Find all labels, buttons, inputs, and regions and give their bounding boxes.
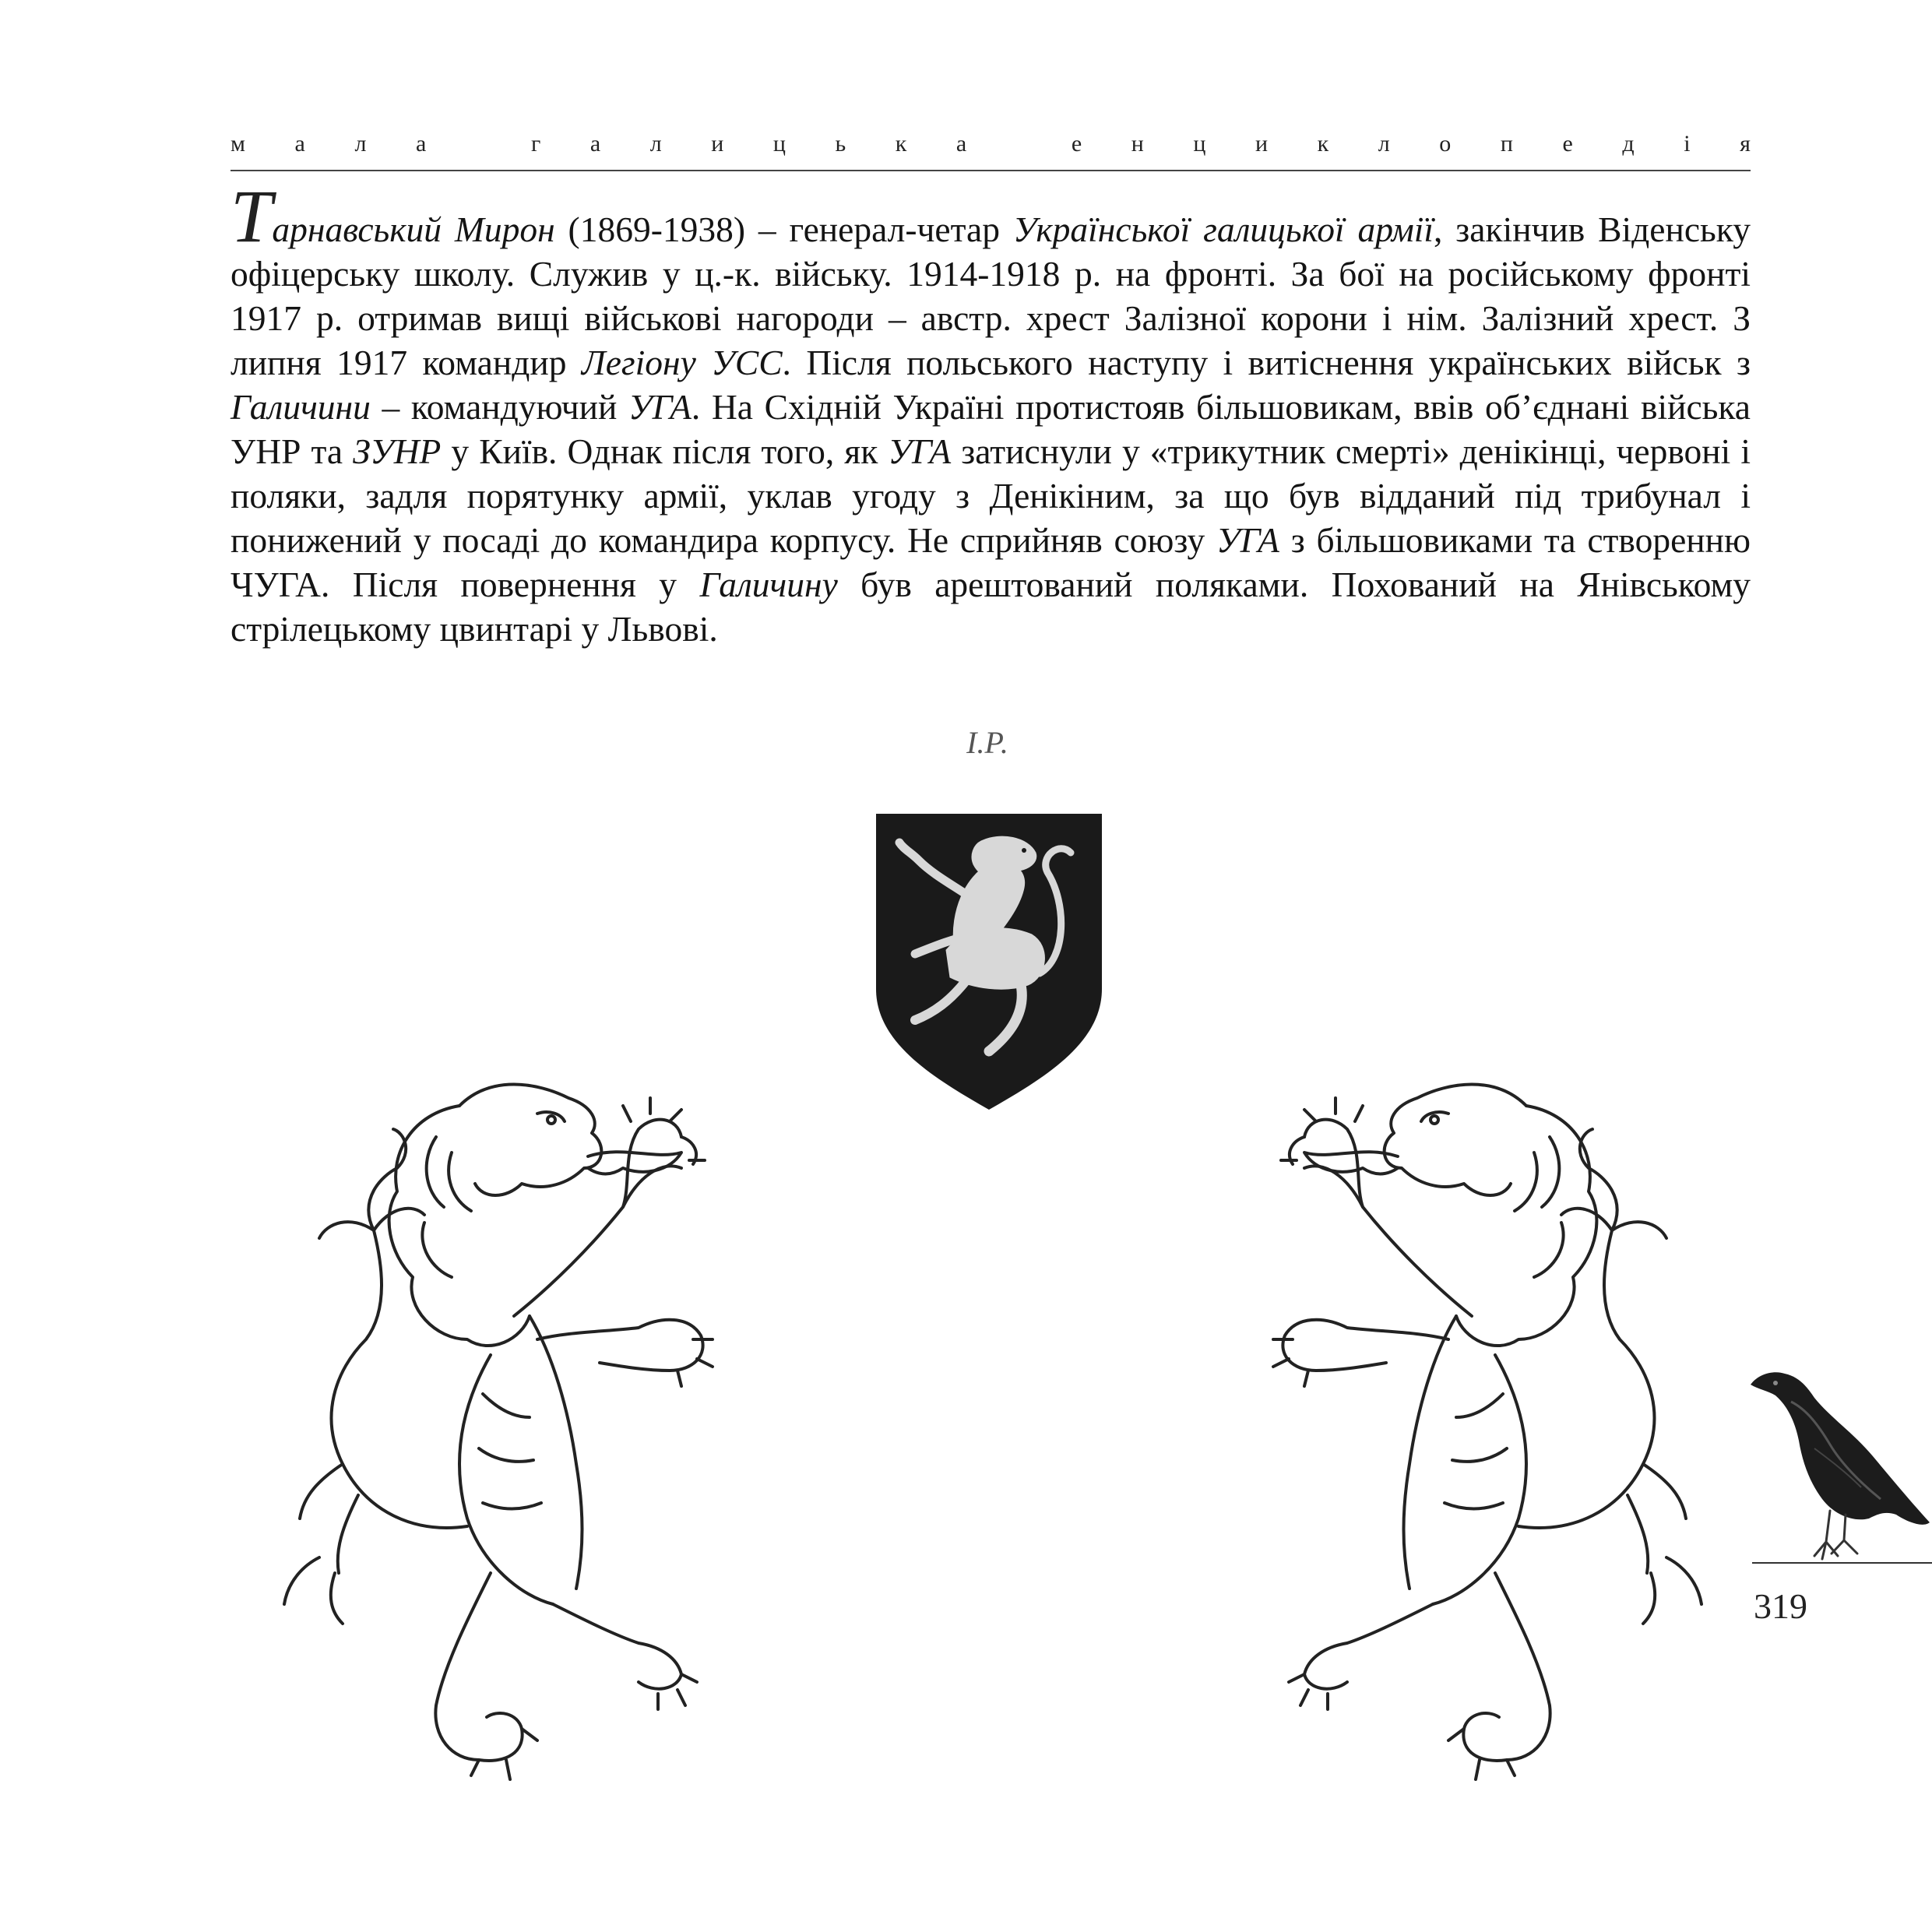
crow-icon	[1744, 1355, 1932, 1565]
article-link: Галичину	[699, 565, 838, 604]
article-link: УГА	[628, 387, 692, 427]
running-header-letter: о	[1439, 131, 1452, 157]
running-header-letter	[476, 131, 482, 157]
running-header-letter: и	[1255, 131, 1269, 157]
article-text	[231, 174, 1751, 651]
page-number: 319	[1754, 1586, 1807, 1626]
article-link: ЗУНР	[353, 431, 442, 471]
running-header-letter: е	[1071, 131, 1082, 157]
drop-cap: Т	[231, 174, 273, 258]
running-header-letter: м	[231, 131, 245, 157]
article-segment: , закінчив Віденську офіцерську школу. Служив у ц.-к. війську. 1914-1918 р. на фронті. За бої на російському фронті 1917 р. отримав вищі військові нагороди – австр. хрест Залізної корони і нім. Залізний хрест. З липня 1917 командир	[231, 209, 1751, 382]
article-link: Української галицької армії	[1012, 209, 1434, 249]
running-header-letter: к	[1317, 131, 1329, 157]
article-segment: затиснули у «трикутник смерті» денікінці, червоні і поляки, задля порятунку армії, уклав угоду з Денікіним, за що був відданий під трибунал і понижений у посаді до командира корпусу. Не сприйняв союзу	[231, 431, 1751, 560]
article-segment: (1869-1938) – генерал-четар	[554, 209, 1013, 249]
header-rule	[231, 170, 1751, 171]
article-segment: був арештований поляками. Похований на Янівському стрілецькому цвинтарі у Львові.	[231, 565, 1751, 649]
running-header-letter: д	[1622, 131, 1635, 157]
running-header-letter: а	[955, 131, 967, 157]
running-header-letter: л	[1378, 131, 1390, 157]
running-header	[231, 131, 1751, 157]
corner-rule	[1752, 1562, 1932, 1564]
article-segment: . На Східній Україні протистояв більшовикам, ввів об’єднані війська УНР та	[231, 387, 1751, 471]
running-header-letter: и	[711, 131, 724, 157]
running-header-letter: ц	[772, 131, 786, 157]
rampant-lion-right-icon	[1106, 1059, 1729, 1807]
running-header-letter	[1016, 131, 1022, 157]
running-header-letter: п	[1500, 131, 1513, 157]
article-link: УГА	[1216, 520, 1279, 560]
running-header-letter: а	[589, 131, 601, 157]
running-header-letter: а	[294, 131, 305, 157]
running-header-letter: ь	[835, 131, 846, 157]
article-link: Легіону УСС	[581, 343, 783, 382]
running-header-letter: е	[1562, 131, 1573, 157]
article-link: Галичини	[231, 387, 371, 427]
article-segment: – командуючий	[370, 387, 629, 427]
article-segment: з більшовиками та створенню ЧУГА. Після повернення у	[231, 520, 1751, 604]
article-segment: . Після польського наступу і витіснення українських військ з	[782, 343, 1751, 382]
running-header-letter: і	[1684, 131, 1691, 157]
coat-of-arms-icon	[872, 810, 1106, 1114]
running-header-letter: л	[649, 131, 662, 157]
running-header-letter: н	[1131, 131, 1144, 157]
article-segment: у Київ. Однак після того, як	[441, 431, 889, 471]
article-link: УГА	[888, 431, 952, 471]
author-signature: І.Р.	[966, 725, 1008, 760]
running-header-letter: к	[895, 131, 907, 157]
running-header-letter: а	[415, 131, 427, 157]
running-header-letter: ц	[1193, 131, 1206, 157]
running-header-letter: я	[1740, 131, 1751, 157]
article-headword: арнавський Мирон	[272, 209, 555, 249]
rampant-lion-left-icon	[257, 1059, 880, 1807]
running-header-letter: л	[354, 131, 367, 157]
running-header-letter: г	[530, 131, 541, 157]
